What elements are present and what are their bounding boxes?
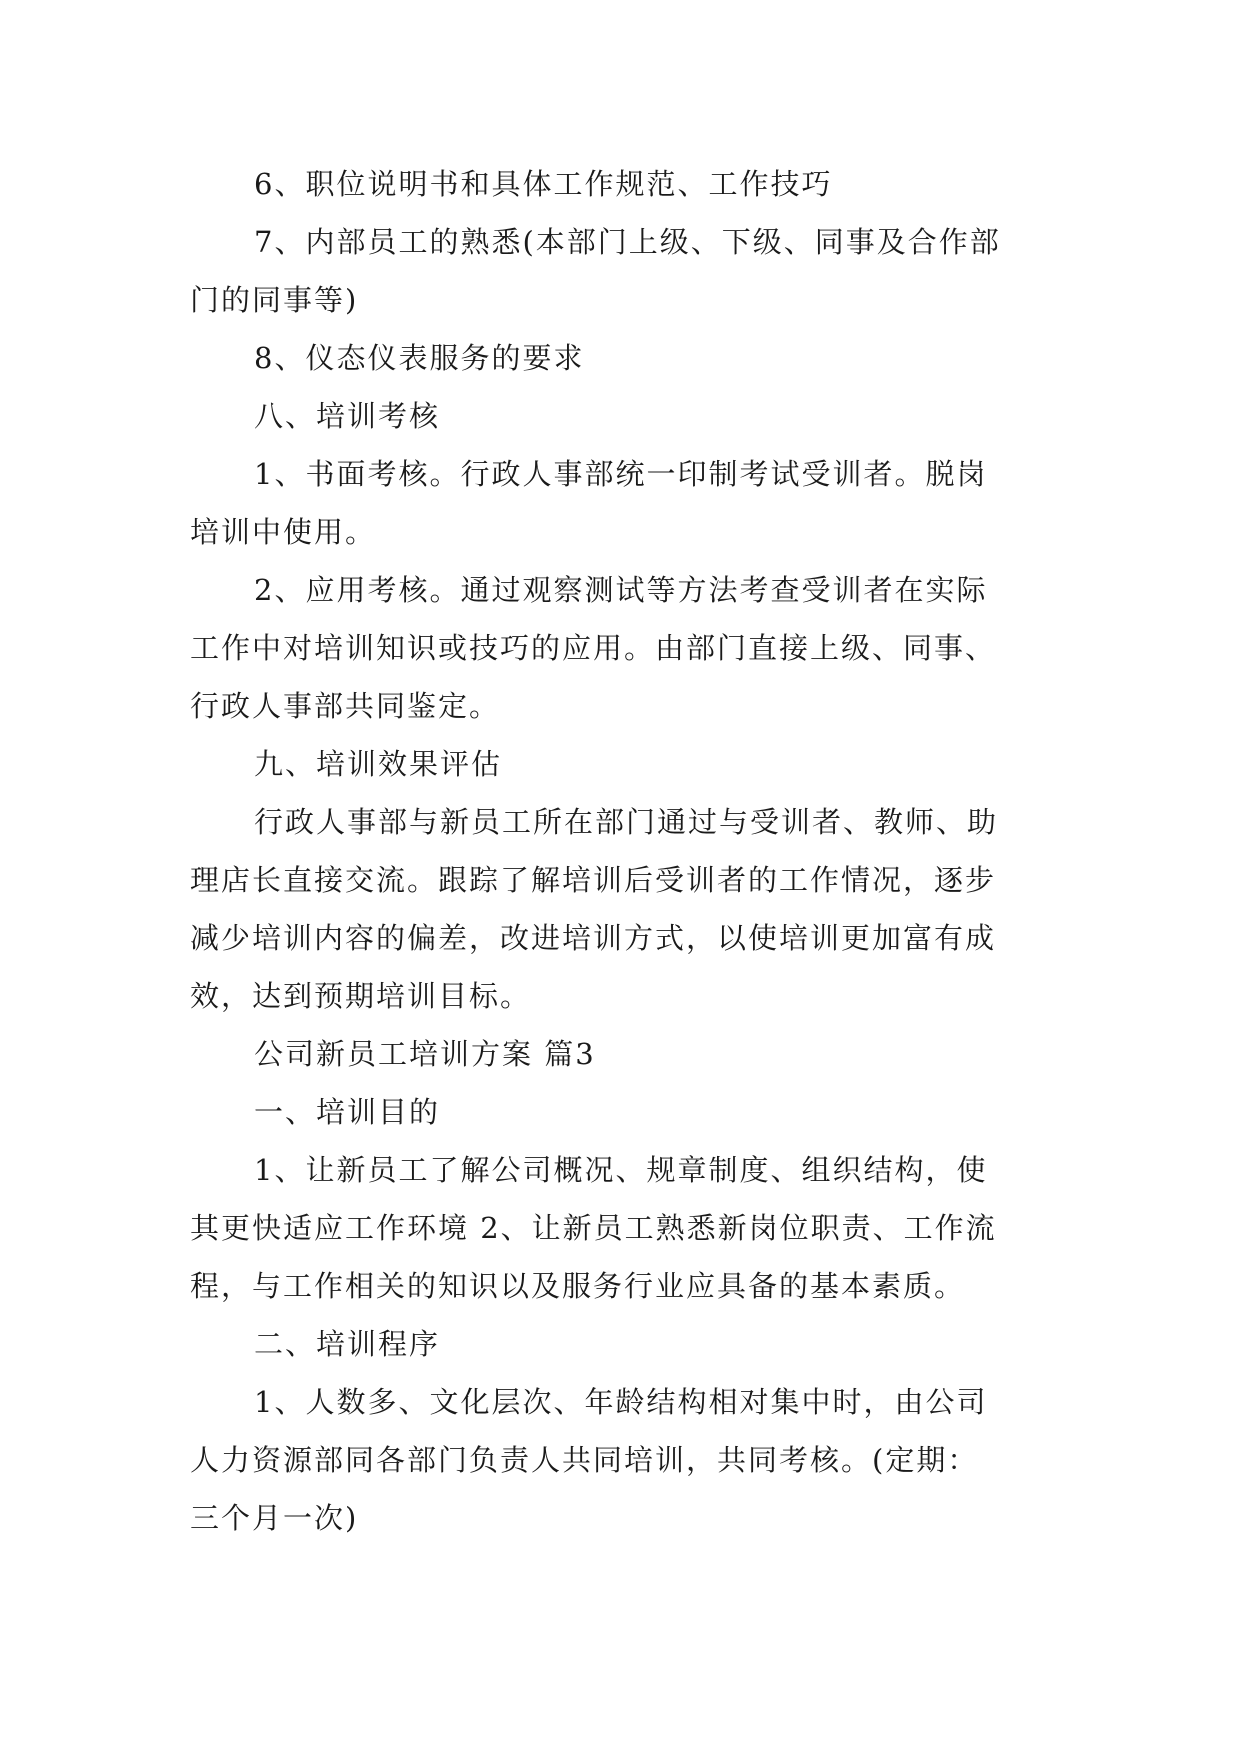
document-title: 公司新员工培训方案 篇3 xyxy=(254,1037,596,1071)
text-line: 程，与工作相关的知识以及服务行业应具备的基本素质。 xyxy=(190,1269,966,1303)
text-line: 其更快适应工作环境 2、让新员工熟悉新岗位职责、工作流 xyxy=(190,1211,997,1245)
text-line: 理店长直接交流。跟踪了解培训后受训者的工作情况，逐步 xyxy=(190,863,997,897)
text-line: 效，达到预期培训目标。 xyxy=(190,979,532,1013)
text-line: 行政人事部与新员工所在部门通过与受训者、教师、助 xyxy=(254,805,999,839)
text-line: 门的同事等) xyxy=(190,283,359,317)
text-line: 培训中使用。 xyxy=(190,515,377,549)
document-page xyxy=(190,155,1060,1547)
section-heading: 九、培训效果评估 xyxy=(254,747,503,781)
text-line: 1、人数多、文化层次、年龄结构相对集中时，由公司 xyxy=(254,1385,988,1419)
text-line: 工作中对培训知识或技巧的应用。由部门直接上级、同事、 xyxy=(190,631,997,665)
text-line: 1、书面考核。行政人事部统一印制考试受训者。脱岗 xyxy=(254,457,988,491)
text-line: 8、仪态仪表服务的要求 xyxy=(254,341,585,375)
section-heading: 八、培训考核 xyxy=(254,399,441,433)
text-line: 三个月一次) xyxy=(190,1501,359,1535)
text-line: 行政人事部共同鉴定。 xyxy=(190,689,501,723)
text-line: 6、职位说明书和具体工作规范、工作技巧 xyxy=(254,167,833,201)
text-line: 1、让新员工了解公司概况、规章制度、组织结构，使 xyxy=(254,1153,988,1187)
section-heading: 二、培训程序 xyxy=(254,1327,441,1361)
text-line: 7、内部员工的熟悉(本部门上级、下级、同事及合作部 xyxy=(254,225,1001,259)
section-heading: 一、培训目的 xyxy=(254,1095,441,1129)
text-line: 减少培训内容的偏差，改进培训方式，以使培训更加富有成 xyxy=(190,921,997,955)
text-line: 2、应用考核。通过观察测试等方法考查受训者在实际 xyxy=(254,573,988,607)
text-line: 人力资源部同各部门负责人共同培训，共同考核。(定期： xyxy=(190,1443,979,1477)
